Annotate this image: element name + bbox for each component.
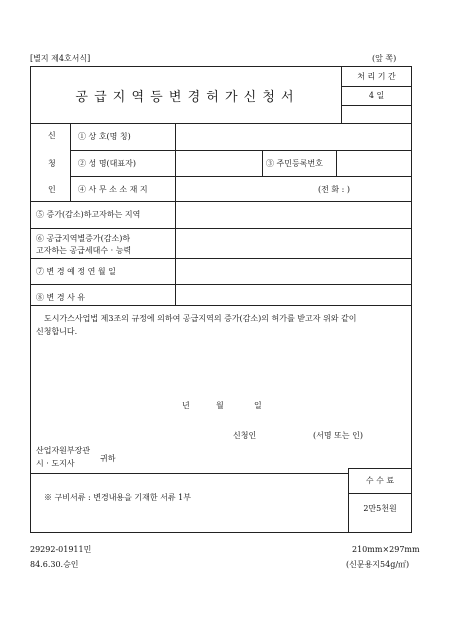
recipient-governor: 시 · 도지사 — [36, 459, 75, 468]
processing-period-label: 처 리 기 간 — [357, 72, 396, 81]
applicant-side-label-3: 인 — [48, 185, 56, 194]
paper-type: (신문용지54g/㎡) — [346, 560, 410, 569]
page-side-label: (앞 쪽) — [372, 54, 397, 63]
change-area-label: ⑤ 증가(감소)하고자하는 지역 — [36, 210, 141, 219]
form-code: 29292-01911민 — [30, 545, 92, 554]
office-address-field[interactable] — [176, 177, 411, 200]
supply-capacity-label-2: 고자하는 공급세대수 · 능력 — [36, 246, 132, 255]
scheduled-date-field[interactable] — [176, 259, 411, 283]
office-address-label: ④ 사 무 소 소 재 지 — [78, 185, 148, 194]
representative-field[interactable] — [176, 151, 261, 175]
applicant-side-label-2: 청 — [48, 159, 56, 168]
statement-line-2: 신청합니다. — [36, 327, 78, 336]
approval-date: 84.6.30.승인 — [30, 560, 79, 569]
form-number: [별지 제4호서식] — [30, 54, 91, 63]
business-name-label: ① 상 호(명 칭) — [78, 132, 131, 141]
recipient-minister: 산업자원부장관 — [36, 446, 91, 455]
date-year-label: 년 — [182, 401, 190, 410]
fee-value: 2만5천원 — [363, 504, 397, 513]
resident-id-field[interactable] — [337, 151, 411, 175]
date-month-label: 월 — [216, 401, 224, 410]
date-day-label: 일 — [254, 401, 262, 410]
change-reason-field[interactable] — [176, 285, 411, 304]
scheduled-date-label: ⑦ 변 경 예 정 연 월 일 — [36, 267, 116, 276]
form-title: 공 급 지 역 등 변 경 허 가 신 청 서 — [75, 90, 295, 105]
change-area-field[interactable] — [176, 202, 411, 227]
signature-note: (서명 또는 인) — [313, 431, 363, 440]
applicant-sign-label: 신청인 — [233, 431, 257, 440]
statement-line-1: 도시가스사업법 제3조의 규정에 의하여 공급지역의 증가(감소)의 허가를 받고자 위와 같이 — [44, 314, 357, 323]
paper-size: 210mm×297mm — [352, 545, 420, 554]
fee-label: 수 수 료 — [365, 476, 395, 485]
supply-capacity-field[interactable] — [176, 229, 411, 257]
processing-period-value: 4 일 — [368, 91, 385, 100]
resident-id-label: ③ 주민등록번호 — [266, 159, 323, 168]
phone-label: (전 화 : ) — [318, 185, 351, 194]
recipient-suffix: 귀하 — [100, 454, 116, 463]
applicant-side-label-1: 신 — [48, 131, 56, 140]
supply-capacity-label-1: ⑥ 공급지역별증가(감소)하 — [36, 234, 131, 243]
representative-label: ② 성 명(대표자) — [78, 159, 136, 168]
attachment-note: ※ 구비서류 : 변경내용을 기재한 서류 1부 — [44, 493, 191, 502]
business-name-field[interactable] — [176, 124, 411, 149]
change-reason-label: ⑧ 변 경 사 유 — [36, 293, 86, 302]
